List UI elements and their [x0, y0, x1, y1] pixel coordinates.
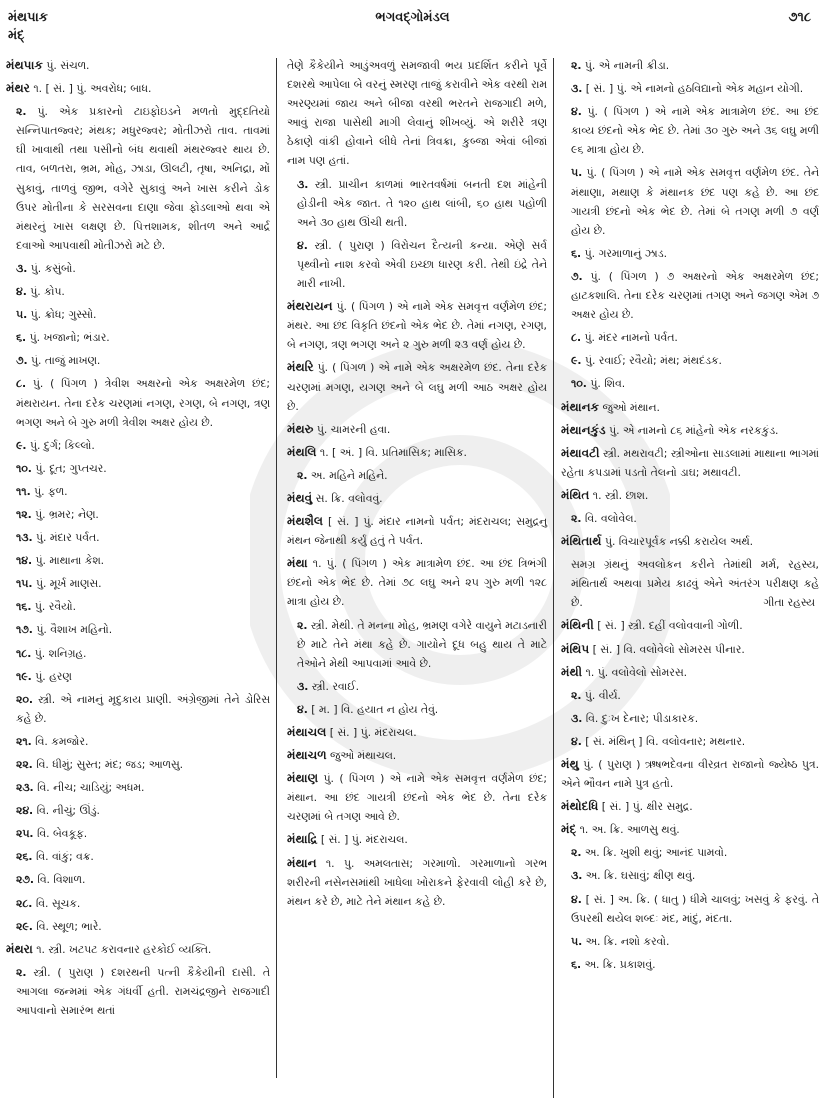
headword: મંથર [6, 81, 30, 96]
headword: મંથા [287, 556, 308, 571]
headword: મંથપાક [6, 58, 43, 72]
headword: મંથરા [6, 941, 33, 956]
headword: મંથાનકુંડ [561, 422, 606, 437]
dictionary-entry [561, 486, 819, 505]
definition-text: વિ. દુઃખ દેનાર; પીડાકારક. [585, 711, 699, 725]
sense-item [561, 890, 819, 928]
headword: મંથુ [561, 757, 579, 771]
sense-number: ૯. [16, 438, 27, 452]
dictionary-entry [287, 297, 547, 354]
dictionary-entry [561, 421, 819, 440]
definition-text: અ. ક્રિ. ઘસાવું; ક્ષીણ થવું. [585, 869, 696, 883]
definition-text: પું. વીર્ય. [584, 688, 621, 702]
sense-item [561, 351, 819, 370]
definition-text: પું. ગરમાળાનું ઝાડ. [584, 246, 668, 260]
definition-text: પું. માથાના કેશ. [35, 554, 105, 568]
sense-number: ૭. [16, 354, 28, 368]
headword: મંથાનક [561, 399, 600, 414]
definition-text: પું. મંદાર પર્વત. [36, 531, 100, 545]
column-1 [6, 56, 270, 1024]
sense-number: ૨૭. [16, 873, 34, 887]
page-header [0, 6, 825, 46]
headword: મંથાચલ [287, 725, 327, 739]
quotation [561, 555, 819, 612]
definition-text: ૧. પું. ( પિંગળ ) એક માત્રામેળ છંદ. આ છંદ ત્રિભંગી છંદનો એક ભેદ છે. તેમાં ૭૮ લઘુ અને ૨૫ ગુરુ મળી ૧૨૮ માત્રા હોય છે. [287, 557, 547, 609]
dictionary-entry [561, 616, 819, 635]
definition-text: વિ. વિશાળ. [37, 873, 86, 887]
sense-number: ૧૦. [571, 377, 587, 391]
sense-number: ૩. [297, 679, 309, 693]
definition-text: ૧. પુ. અમલતાસ; ગરમાળો. ગરમાળાનો ગરભ શરીરની નસેનસમાંથી ખાધેલા ખોરાકને ફેરવાવી લોહી કરે છે, મંથન કરે છે, માટે તેને મંથાન કહે છે. [287, 856, 547, 908]
sense-number: ૩. [16, 261, 28, 275]
sense-number: ૨૬. [16, 850, 33, 864]
sense-number: ૧૪. [16, 554, 33, 568]
headword: મંથિતાર્થ [561, 534, 602, 549]
sense-item [561, 509, 819, 528]
dictionary-entry [561, 797, 819, 816]
book-title: ભગવદ્ગોમંડલ [375, 10, 450, 25]
sense-item [561, 267, 819, 324]
sense-item [561, 56, 819, 75]
definition-text: ૧. સ્ત્રી. છાશ. [592, 488, 649, 502]
definition-text: પું. ( પિંગળ ) એ નામે એક સમવૃત્ત વર્ણમેળ છંદ; મંથાન. આ છંદ ગાયત્રી છંદનો એક ભેદ છે. તેના દરેક ચરણમાં બે તગણ આવે છે. [287, 772, 547, 824]
sense-item [6, 732, 270, 751]
sense-item [6, 870, 270, 889]
column-2 [287, 56, 547, 915]
definition-text: પું. શિવ. [590, 377, 626, 391]
sense-number: ૨. [16, 965, 27, 979]
headword: મંથિની [561, 618, 594, 633]
headword: મંથરિ [287, 360, 314, 375]
sense-item [6, 847, 270, 866]
sense-item [561, 102, 819, 159]
sense-number: ૧૩. [16, 531, 33, 545]
headword: મંથશૈલ [287, 514, 324, 529]
sense-number: ૯. [571, 354, 582, 368]
dictionary-entry [561, 820, 819, 839]
sense-number: ૨. [571, 59, 582, 72]
definition-text: [ સં. ] પું. મંદાર નામનો પર્વત; મંદરાચલ; સમુદ્રનુ મંથન જેનાથી કર્યું હતું તે પર્વત. [287, 515, 547, 548]
sense-number: ૧૦. [16, 461, 32, 475]
dictionary-entry [287, 420, 547, 439]
dictionary-entry [287, 830, 547, 849]
sense-number: ૨૯. [16, 919, 33, 933]
definition-text: વિ. બેવકૂફ. [36, 827, 88, 841]
sense-item [6, 528, 270, 547]
sense-item [561, 374, 819, 393]
sense-number: ૭. [571, 269, 583, 283]
definition-text: પું. ( પુરાણ ) ઋષભદેવના વીરવ્રત રાજાનો જ્યેષ્ઠ પુત્ર. એને ભૌવન નામે પુત્ર હતો. [561, 758, 820, 791]
sense-item [6, 459, 270, 478]
dictionary-entry [287, 854, 547, 911]
definition-text: પું. સંચળ. [46, 59, 90, 72]
sense-number: ૬. [571, 246, 582, 260]
sense-item [561, 163, 819, 239]
definition-text: પું. તાજું માખણ. [31, 354, 101, 368]
definition-text: [ સં. ] પું. ક્ષીર સમુદ્ર. [601, 800, 693, 814]
sense-number: ૩. [297, 177, 309, 191]
headword: મંથરાયન [287, 299, 333, 314]
definition-text: સ્ત્રી. રવાઈ. [311, 679, 360, 693]
definition-text: સ્ત્રી. ( પુરાણ ) દશરથની પત્ની કૈકેયીની દાસી. તે આગલા જન્મમાં એક ગંધર્વી હતી. રામચંદ્રજીને રાજગાદી આપવાનો સમારંભ થતાં [16, 965, 271, 1018]
definition-text: પું. એક પ્રકારનો ટાઇફોઇડને મળતો મુદ્દતિયો સન્નિપાતજ્વર; મંથક; મધુરજ્વર; મોતીઝરો તાવ. તાવમાં ઘી ખાવાથી તથા પસીનો બંધ થવાથી મંથરજ્વર થાય છે. તાવ, બળતરા, ભ્રમ, મોહ, ઝાડા, ઊલટી, તૃષા, અનિદ્રા, મોં સુકાવું, તાળવું જીભ, વગેરે સુકાવું અને ખાસ કરીને ડોક ઉપર મોતીના કે સરસવના દાણા જેવા ફોડલાઓ થવા એ મંથરનું ખાસ લક્ષણ છે. પિત્તશામક, શીતળ અને આર્દ્ર દવાઓ આપવાથી મોતીઝરો મટે છે. [16, 105, 270, 252]
sense-number: ૫. [571, 166, 583, 180]
dictionary-entry [287, 489, 547, 508]
headword: મંથલિ [287, 444, 317, 459]
dictionary-entry [561, 444, 819, 482]
sense-item [561, 866, 819, 885]
sense-number: ૧૫. [16, 577, 33, 591]
definition-text: અ. ક્રિ. નશો કરવો. [585, 934, 670, 948]
definition-text: ૧. સ્ત્રી. ખટપટ કરાવનાર હરકોઈ વ્યક્તિ. [36, 942, 212, 956]
definition-text: પું. રવૈયો. [34, 600, 77, 614]
sense-item [561, 686, 819, 705]
sense-item [561, 79, 819, 98]
definition-text: [ સં. ] પું. મંદરાચલ. [320, 833, 408, 847]
sense-item [561, 709, 819, 728]
sense-number: ૨૮. [16, 896, 33, 910]
column-divider [276, 58, 277, 1078]
definition-text: પું. દુર્ગ; કિલ્લો. [29, 438, 95, 452]
definition-text: ૧. પું. વલોવેલો સોમરસ. [585, 665, 688, 679]
dictionary-entry [287, 554, 547, 611]
dictionary-entry [561, 663, 819, 682]
dictionary-entry [287, 443, 547, 462]
sense-item [6, 551, 270, 570]
definition-text: પું. વિચારપૂર્વક નક્કી કરાયેલ અર્થ. [604, 535, 754, 549]
sense-number: ૩. [571, 711, 583, 725]
definition-text: વિ. વલોવેલ. [584, 511, 637, 525]
page-number: ૭૧૮ [788, 10, 811, 25]
dictionary-entry [561, 398, 819, 417]
continued-text [287, 56, 547, 171]
definition-text: સ્ત્રી. પ્રાચીન કાળમાં ભારતવર્ષમાં બનતી દશ માંહેની હોડીની એક જાત. તે ૧૨૦ હાથ લાંબી, ૬૦ હાથ પહોળી અને ૩૦ હાથ ઊંચી થતી. [297, 177, 547, 229]
headword: મંથિત [561, 487, 590, 502]
sense-item [287, 700, 547, 719]
sense-number: ૧૬. [16, 600, 32, 614]
headword: મંથવું [287, 490, 313, 505]
definition-text: પું. ( પિંગળ ) ત્રેવીશ અક્ષરનો એક અક્ષરમેળ છંદ; મંથરાયન. તેના દરેક ચરણમાં નગણ, રગણ, બે નગણ, ત્રણ ભગણ અને બે ગુરુ મળી ત્રેવીશ અક્ષર હોય છે. [16, 377, 270, 429]
dictionary-entry [561, 532, 819, 551]
definition-text: [ સં. ] સ્ત્રી. દહીં વલોવવાની ગોળી. [597, 619, 743, 633]
sense-number: ૨. [571, 846, 582, 860]
sense-item [561, 843, 819, 862]
sense-item [561, 932, 819, 951]
sense-number: ૨. [16, 105, 27, 119]
sense-item [6, 690, 270, 728]
sense-item [6, 259, 270, 278]
definition-text: [ સં. ] અ. ક્રિ. ( ધાતુ ) ધીમે ચાલવું; ખસવું કે ફરવું. તે ઉપરથી થયેલ શબ્દઃ મંદ, માંદું, મંદતા. [571, 892, 819, 925]
definition-text: પું. ( પિંગળ ) એ નામે એક સમવૃત્ત વર્ણમેળ છંદ; મંથર. આ છંદ વિકૃતિ છંદનો એક ભેદ છે. તેમાં નગણ, રગણ, બે નગણ, ત્રણ ભગણ અને ૨ ગુરુ મળી ૨૩ વર્ણ હોય છે. [287, 300, 547, 352]
column-divider [553, 58, 554, 1098]
sense-number: ૮. [571, 331, 582, 345]
definition-text: પું. ભ્રમર; નેણ. [35, 507, 99, 521]
headword: મંથોદધિ [561, 799, 599, 814]
sense-item [6, 102, 270, 255]
sense-item [561, 955, 819, 974]
headword: મંથાવટી [561, 445, 600, 460]
definition-text: પું. વૈશાખ મહિનો. [36, 623, 113, 637]
sense-number: ૨. [571, 511, 582, 525]
definition-text: પું. એ નામનો ૮૬ માંહેનો એક નરકકુંડ. [609, 423, 779, 437]
definition-text: સ્ત્રી. એ નામનું મૃદુકાય પ્રાણી. અંગ્રેજીમાં તેને ડોરિસ કહે છે. [16, 692, 270, 725]
sense-number: ૨૦. [16, 692, 33, 706]
definition-text: વિ. નીચું; ઊંડું. [36, 804, 100, 818]
sense-number: ૨૧. [16, 734, 32, 748]
definition-text: જુઓ મંથાન. [602, 400, 660, 414]
definition-text: વિ. ધીમું; સુસ્ત; મંદ; જડ; આળસુ. [36, 758, 184, 771]
headword: મંથિપ [561, 641, 590, 656]
sense-item [287, 236, 547, 293]
sense-item [561, 732, 819, 751]
definition-text: પું. ક્રોધ; ગુસ્સો. [30, 308, 97, 322]
definition-text: સ્ત્રી. ( પુરાણ ) વિરોચન દૈત્યની કન્યા. એણે સર્વ પૃથ્વીનો નાશ કરવો એવી ઇચ્છા ધારણ કરી. તેથી ઇંદ્રે તેને મારી નાખી. [297, 238, 547, 291]
sense-item [561, 244, 819, 263]
definition-text: પું. ખજાનો; ભંડાર. [29, 331, 110, 345]
definition-text: વિ. વાંકું; વક્ર. [35, 850, 94, 864]
definition-text: સ્ત્રી. મેથી. તે મનના મોહ, ભ્રમણ વગેરે વાયુને મટાડનારી છે માટે તેને મંથા કહે છે. ગાયોને દૂધ બહુ થાય તે માટે તેઓને મેથી આપવામાં આવે છે. [297, 618, 547, 670]
headword: મંથી [561, 664, 583, 679]
definition-text: વિ. સ્થૂળ; ભારે. [36, 919, 102, 933]
definition-text: પું. ફળ. [34, 484, 68, 498]
dictionary-entry [6, 79, 270, 98]
sense-number: ૪. [16, 285, 27, 299]
definition-text: પું. હરણ [35, 669, 72, 683]
sense-item [287, 677, 547, 696]
definition-text: ૧. [ સં. ] પું. અવરોધ; બાધ. [33, 82, 152, 96]
headword: મંથાદ્રિ [287, 832, 318, 847]
sense-number: ૩. [571, 869, 583, 883]
sense-item [6, 374, 270, 431]
sense-item [6, 482, 270, 501]
sense-number: ૨૩. [16, 781, 34, 795]
sense-item [6, 574, 270, 593]
sense-item [6, 755, 270, 774]
sense-number: ૨૫. [16, 827, 34, 841]
definition-text: તેણે કૈકેયીને આડુંઅવળું સમજાવી ભય પ્રદર્શિત કરીને પૂર્વે દશરથે આપેલા બે વરનું સ્મરણ તાજું કરાવીને એક વરથી રામ અરણ્યમાં જાય અને બીજા વરથી ભરતને રાજગાદી મળે, આવું રાજા પાસેથી માગી લેવાનું શીખવ્યું. એ શરીરે ત્રણ ઠેકાણે વાંકી હોવાને લીધે તેનાં ત્રિવક્રા, કુબ્જા એવાં બીજાં નામ પણ હતાં. [287, 59, 547, 168]
sense-number: ૩. [571, 82, 583, 96]
headword: મંથાન [287, 855, 317, 870]
sense-item [6, 351, 270, 370]
dictionary-entry [287, 358, 547, 415]
headword: મંથાચળ [287, 748, 327, 763]
sense-item [6, 824, 270, 843]
sense-number: ૪. [571, 892, 582, 906]
sense-number: ૧૯. [16, 669, 32, 683]
sense-number: ૪. [297, 238, 308, 252]
sense-number: ૫. [16, 308, 28, 322]
definition-text: પું. ( પિંગળ ) ૭ અક્ષરનો એક અક્ષરમેળ છંદ; હાટકશાલિ. તેના દરેક ચરણમાં તગણ અને જગણ એમ ૭ અક્ષર હોય છે. [571, 269, 819, 322]
sense-item [6, 917, 270, 936]
sense-item [6, 282, 270, 301]
headword: મંથાણ [287, 771, 319, 786]
guide-word-first: મંથપાક [8, 10, 48, 25]
definition-text: પું. ( પિંગળ ) એ નામે એક સમવૃત્ત વર્ણમેળ છંદ. તેને મંથાણા, મથાણ કે મંથાનક છંદ પણ કહે છે. આ છંદ ગાયત્રી છંદનો એક ભેદ છે. તેમાં બે તગણ મળી ૭ વર્ણ હોય છે. [571, 166, 819, 237]
sense-item [6, 620, 270, 639]
definition-text: વિ. કમજોર. [35, 734, 89, 748]
definition-text: પું. મંદર નામનો પર્વત. [584, 331, 678, 345]
sense-item [6, 436, 270, 455]
sense-item [6, 328, 270, 347]
dictionary-entry [287, 769, 547, 826]
definition-text: સ. ક્રિ. વલોવવું. [315, 491, 383, 505]
sense-number: ૧૮. [16, 646, 32, 660]
dictionary-entry [287, 746, 547, 765]
definition-text: સ્ત્રી. મથરાવટી; સ્ત્રીઓના સાડલામાં માથાના ભાગમાં રહેતા કપડામાં પડતો તેલનો ડાઘ; મથાવટી. [561, 446, 819, 479]
sense-item [6, 894, 270, 913]
definition-text: [ મ. ] વિ. હયાત ન હોય તેવું. [311, 702, 439, 716]
sense-number: ૧૨. [16, 507, 32, 521]
sense-number: ૬. [16, 331, 27, 345]
headword: મંદ્ [561, 822, 577, 837]
sense-number: ૮. [16, 377, 27, 391]
sense-item [6, 644, 270, 663]
quote-source: ગીતા રહસ્ય [763, 596, 815, 610]
definition-text: જુઓ મંથાચલ. [330, 749, 397, 763]
sense-item [6, 505, 270, 524]
sense-item [6, 801, 270, 820]
sense-number: ૧૧. [16, 484, 31, 498]
sense-number: ૨. [297, 618, 308, 632]
definition-text: [ સં. ] વિ. વલોવેલો સોમરસ પીનાર. [592, 642, 745, 656]
definition-text: [ સં. ] પું. મંદરાચલ. [329, 726, 417, 739]
sense-item [6, 778, 270, 797]
definition-text: પું. રવાઈ; રવૈયો; મંથ; મંથદંડક. [584, 354, 722, 368]
definition-text: વિ. નીચ; ચાડિયું; અધમ. [37, 781, 145, 795]
sense-item [287, 466, 547, 485]
dictionary-entry [6, 940, 270, 959]
sense-number: ૫. [571, 934, 583, 948]
dictionary-entry [6, 56, 270, 75]
definition-text: ૧. [ અં. ] વિ. પ્રતિમાસિક; માસિક. [319, 445, 467, 459]
definition-text: પું. મૂર્ખ માણસ. [35, 577, 102, 591]
sense-number: ૪. [571, 105, 582, 119]
definition-text: [ સં. મંથિન્ ] વિ. વલોવનાર; મથનાર. [585, 734, 746, 748]
definition-text: અ. ક્રિ. ખુશી થવું; આનંદ પામવો. [584, 846, 728, 860]
sense-item [287, 616, 547, 673]
sense-item [287, 175, 547, 232]
sense-item [561, 328, 819, 347]
sense-number: ૨. [297, 468, 308, 482]
definition-text: વિ. સૂચક. [35, 896, 81, 910]
definition-text: [ સં. ] પું. એ નામનો હઠવિદ્યાનો એક મહાન યોગી. [585, 82, 804, 96]
sense-number: ૧૭. [16, 623, 33, 637]
definition-text: પું. ( પિંગળ ) એ નામે એક માત્રામેળ છંદ. આ છંદ કાવ્ય છંદનો એક ભેદ છે. તેમાં ૩૦ ગુરુ અને ૩૬ લઘુ મળી ૯૬ માત્રા હોય છે. [571, 105, 819, 157]
definition-text: ૧. અ. ક્રિ. આળસુ થવું. [579, 823, 680, 837]
sense-item [6, 305, 270, 324]
definition-text: પું. કસુંબો. [30, 261, 76, 275]
definition-text: અ. મહિને મહિને. [310, 468, 388, 482]
sense-number: ૪. [571, 734, 582, 748]
sense-number: ૨. [571, 688, 582, 702]
definition-text: પું. ચામરની હવા. [316, 422, 391, 436]
sense-item [6, 963, 270, 1020]
sense-item [6, 597, 270, 616]
guide-word-last: મંદ્ [8, 28, 25, 43]
definition-text: પું. શનિગ્રહ. [34, 646, 87, 660]
sense-number: ૨૨. [16, 758, 33, 771]
dictionary-entry [561, 640, 819, 659]
sense-number: ૪. [297, 702, 308, 716]
dictionary-entry [287, 723, 547, 742]
column-3 [561, 56, 819, 978]
definition-text: સમગ્ર ગ્રંથનું અવલોકન કરીને તેમાંથી મર્મ, રહસ્ય, મંથિતાર્થ અથવા પ્રમેય કાઢવું એને અંતરંગ પરીક્ષણ કહે છે. [571, 558, 819, 610]
definition-text: પું. દૂત; ગુપ્તચર. [35, 461, 107, 475]
definition-text: પું. ( પિંગળ ) એ નામે એક અક્ષરમેળ છંદ. તેના દરેક ચરણમાં મગણ, યગણ અને બે લઘુ મળી આઠ અક્ષર હોય છે. [287, 361, 547, 413]
headword: મંથરુ [287, 421, 314, 436]
dictionary-entry [287, 512, 547, 550]
definition-text: પું. કોપ. [30, 285, 65, 299]
definition-text: અ. ક્રિ. પ્રકાશવું. [584, 957, 656, 971]
dictionary-entry [561, 755, 819, 793]
sense-number: ૬. [571, 957, 582, 971]
sense-number: ૨૪. [16, 804, 34, 818]
sense-item [6, 667, 270, 686]
definition-text: પું. એ નામની ક્રીડા. [584, 59, 670, 72]
